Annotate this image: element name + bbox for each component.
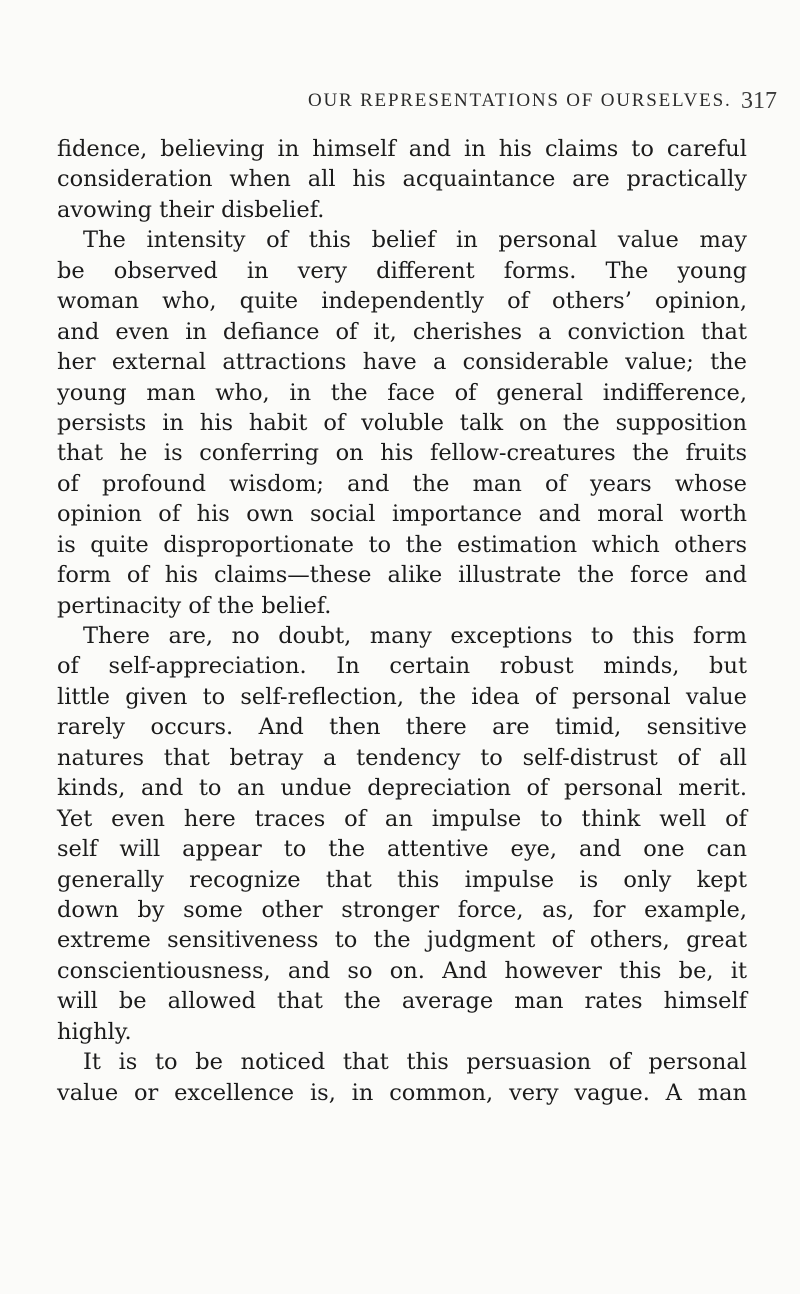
text-line: consideration when all his acquaintance are practically [57,166,747,193]
text-line: down by some other stronger force, as, for example, [57,896,747,923]
text-line: The intensity of this belief in personal value may [83,227,747,254]
text-line: conscientiousness, and so on. And however this be, it [57,957,747,984]
text-line: self will appear to the attentive eye, and one can [57,836,747,863]
text-line: and even in defiance of it, cherishes a conviction that [57,318,747,345]
page-number: 317 [741,88,777,114]
text-line: young man who, in the face of general indifference, [57,379,747,406]
text-line: opinion of his own social importance and moral worth [57,501,747,528]
text-line: be observed in very different forms. The young [57,257,747,284]
text-line: of profound wisdom; and the man of years whose [57,470,747,497]
text-line: will be allowed that the average man rates himself [57,988,747,1015]
text-line: her external attractions have a considerable value; the [57,349,747,376]
running-header [0,88,800,118]
text-line: There are, no doubt, many exceptions to this form [83,623,747,649]
text-line: highly. [57,1018,132,1045]
text-line: form of his claims—these alike illustrate the force and [57,562,747,589]
text-line: kinds, and to an undue depreciation of personal merit. [57,775,747,802]
text-line: fidence, believing in himself and in his claims to careful [57,136,747,162]
text-line: Yet even here traces of an impulse to think well of [57,805,747,832]
text-line: persists in his habit of voluble talk on the supposition [57,409,747,436]
text-line: of self-appreciation. In certain robust minds, but [57,653,747,680]
text-line: avowing their disbelief. [57,196,325,223]
text-line: little given to self-reflection, the idea of personal value [57,683,747,710]
text-line: is quite disproportionate to the estimation which others [57,531,747,558]
text-line: generally recognize that this impulse is only kept [57,866,747,893]
body-text [57,134,747,1108]
text-line: It is to be noticed that this persuasion of personal [83,1049,747,1076]
text-line: rarely occurs. And then there are timid, sensitive [57,714,747,741]
text-line: value or excellence is, in common, very vague. A man [57,1079,747,1106]
text-line: that he is conferring on his fellow-creatures the fruits [57,440,747,467]
text-line: natures that betray a tendency to self-distrust of all [57,744,747,771]
text-line: pertinacity of the belief. [57,592,332,619]
text-line: woman who, quite independently of others’ opinion, [57,288,747,315]
running-title: OUR REPRESENTATIONS OF OURSELVES. [308,90,732,111]
text-line: extreme sensitiveness to the judgment of others, great [57,927,747,954]
